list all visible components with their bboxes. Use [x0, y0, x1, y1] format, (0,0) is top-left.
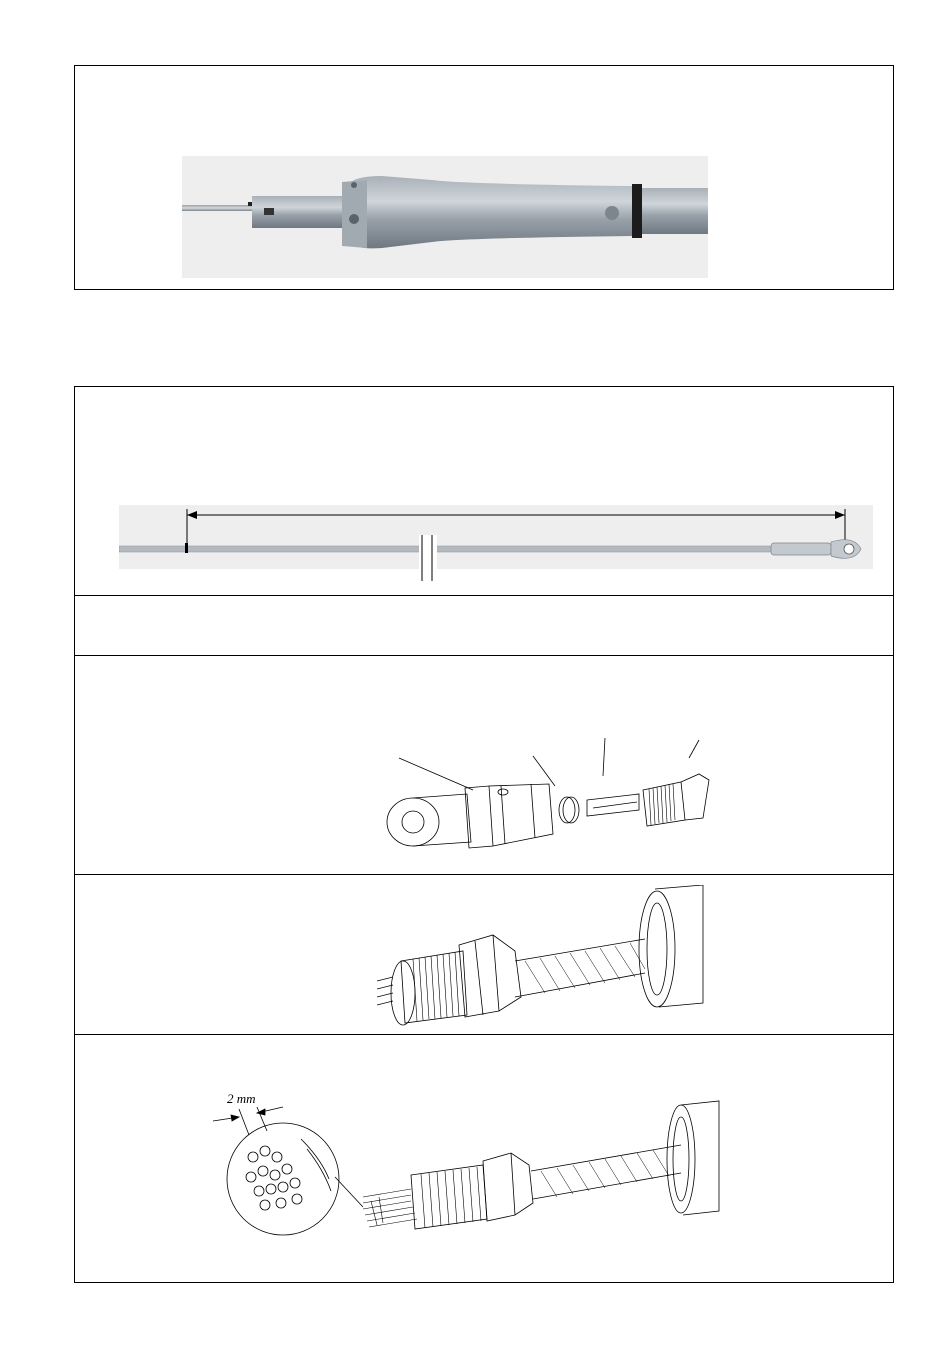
panel-caption-row [75, 595, 893, 656]
panel-splayed-wires [75, 1034, 893, 1283]
tube-handle-illustration [182, 156, 708, 278]
splayed-wires-illustration [211, 1099, 721, 1247]
figure-tube-handle [74, 65, 894, 290]
rod-with-eye-illustration [119, 505, 873, 581]
cable-fitting-illustration [375, 885, 705, 1031]
panel-cable-fitting [75, 874, 893, 1035]
panel-terminal-parts [75, 655, 893, 875]
terminal-parts-illustration [381, 734, 711, 858]
figure-group-rigging [74, 386, 894, 1283]
dimension-label-2mm: 2 mm [227, 1091, 256, 1106]
panel-rod-with-eye [75, 387, 893, 595]
